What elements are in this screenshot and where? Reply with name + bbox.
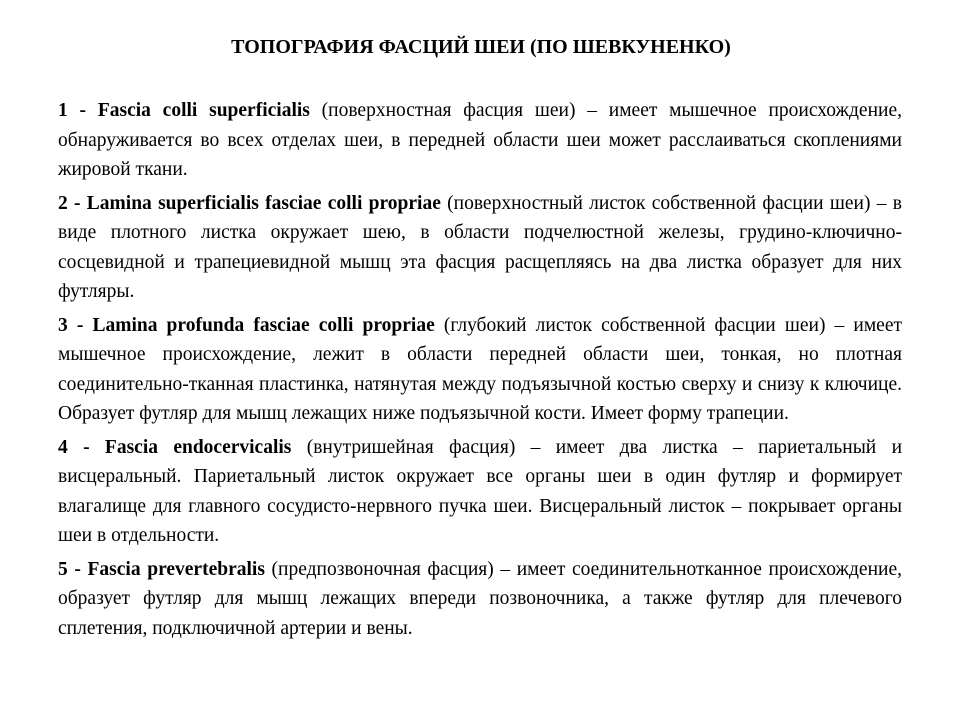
fascia-description: (предпозвоночная фасция) – имеет соединительнотканное происхождение, образует футляр для мышц лежащих впереди позвоночника, а также футляр для плечевого сплетения, подключичной артерии и вены. bbox=[58, 558, 902, 639]
fascia-item-1 bbox=[58, 96, 902, 185]
fascia-item-2 bbox=[58, 189, 902, 307]
fascia-term: 3 - Lamina profunda fasciae colli propriae bbox=[58, 314, 435, 336]
fascia-item-4 bbox=[58, 433, 902, 551]
fascia-description: (поверхностная фасция шеи) – имеет мышечное происхождение, обнаруживается во всех отделах шеи, в передней области шеи может расслаиваться скоплениями жировой ткани. bbox=[58, 100, 902, 180]
fascia-term: 1 - Fascia colli superficialis bbox=[58, 100, 310, 121]
fascia-term: 4 - Fascia endocervicalis bbox=[58, 436, 292, 458]
fascia-term: 5 - Fascia prevertebralis bbox=[58, 558, 265, 580]
fascia-description: (поверхностный листок собственной фасции шеи) – в виде плотного листка окружает шею, в области подчелюстной железы, грудино-ключично-сосцевидной и трапециевидной мышц эта фасция расщепляясь на два листка образует для них футляры. bbox=[58, 192, 902, 302]
fascia-term: 2 - Lamina superficialis fasciae colli propriae bbox=[58, 192, 441, 214]
slide bbox=[58, 34, 902, 647]
fascia-item-3 bbox=[58, 311, 902, 429]
fascia-item-5 bbox=[58, 555, 902, 644]
fascia-description: (внутришейная фасция) – имеет два листка – париетальный и висцеральный. Париетальный листок окружает все органы шеи в один футляр и формирует влагалище для главного сосудисто-нервного пучка шеи. Висцеральный листок – покрывает органы шеи в отдельности. bbox=[58, 436, 903, 546]
fascia-description: (глубокий листок собственной фасции шеи) – имеет мышечное происхождение, лежит в области передней области шеи, тонкая, но плотная соединительно-тканная пластинка, натянутая между подъязычной костью сверху и снизу к ключице. Образует футляр для мышц лежащих ниже подъязычной кости. Имеет форму трапеции. bbox=[58, 314, 903, 424]
page-title: ТОПОГРАФИЯ ФАСЦИЙ ШЕИ (ПО ШЕВКУНЕНКО) bbox=[231, 36, 731, 58]
